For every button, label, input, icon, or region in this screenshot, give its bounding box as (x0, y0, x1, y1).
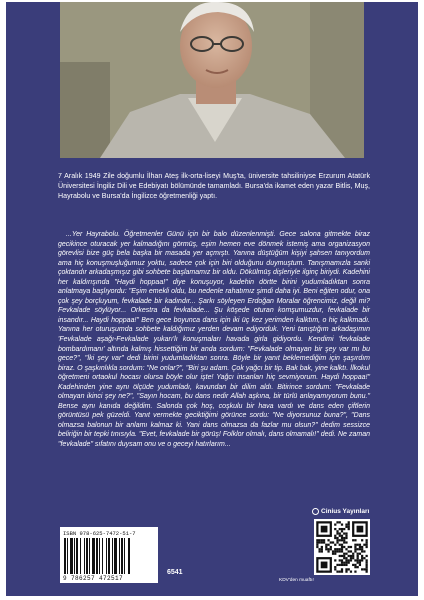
author-portrait-image (60, 2, 364, 158)
qr-code (314, 519, 370, 575)
publisher-logo-icon (312, 508, 319, 515)
qr-code-icon (314, 519, 370, 575)
author-bio: 7 Aralık 1949 Zile doğumlu İlhan Ateş ilk-orta-liseyi Muş'ta, üniversite tahsiliniyse Erzurum Atatürk Üniversitesi İngiliz Dili ve Edebiyatı bölümünde tamamladı. Bursa'da ikamet eden yazar Bitlis, Muş, Hayrabolu ve Bursa'da İngilizce öğretmenliği yaptı. (58, 172, 370, 200)
barcode-number: 9 786257 472517 (63, 575, 124, 582)
tax-exemption-note: KDV'den muaftır (279, 578, 315, 583)
back-cover (6, 2, 418, 596)
barcode (60, 527, 158, 583)
barcode-bars (64, 538, 154, 574)
publisher-name: Cinius Yayınları (321, 508, 370, 515)
price-code: 6541 (167, 569, 183, 576)
author-photo (60, 2, 364, 158)
publisher (312, 508, 369, 515)
isbn-label: ISBN 978-625-7472-51-7 (63, 530, 136, 537)
book-excerpt: ...Yer Hayrabolu. Öğretmenler Günü için bir balo düzenlenmişti. Gece salona gitmekte biraz gecikince oturacak yer kalmadığını görmüş, eşim hemen eve dönmek istemiş ama organizasyon görevlisi bize güç bela başka bir masada yer açmıştı. Yanına düştüğüm kişiyi şahsen tanıyordum ama hiç konuşmuşluğumuz yoktu, sadece çok için biri olduğunu duymuştum. Tanışmamızla sanki çoktandır arkadaşmışız gibi sohbete başlamamız bir oldu. Dökülmüş dişleriyle ilginç biriydi. Kadehini her kaldırışında "Haydi hoppaa!" diye konuşuyor, kadehin dörtte birini yudumladıktan sonra anlatmaya başlıyordu: "Eşim emekli oldu, bu nedenle rahatımız şimdi daha iyi. Beni eğiten odur, ona çok şey borçluyum, fevkalade bir kadındır... Şarkı söyleyen Erdoğan Moralar öğrencimiz, değil mi? Fevkalade söylüyor... Orkestra da fevkalade... Şu köşede oturan komşumuzdur, fevkalade bir insandır... Haydi hoppaa!" Ben gece boyunca dans için iki üç kez yerimden kalktım, o hiç kalkmadı. Yanına her oturuşumda sohbete kaldığımız yerden devam ediyorduk. Yeni tanıştığım arkadaşımın 'Fevkalade aşağı-Fevkalade yukarı'lı konuşmaları havada girla gidiyordu. Kendimi 'fevkalade bombardımanı' altında kalmış hissettiğim bir anda sordum: "Fevkalade olmayan bir şey var mı bu gece?", "İki şey var" dedi birini yudumladıktan sonra. Böyle bir yanıt beklemediğim için şaşırdım biraz. O şaşkınlıkla sordum: "Ne onlar?", "Biri şu adam. Çok yağcı bir tip. Bak bak, yine kalktı. İlkokul öğretmeni ortaokul hocası olursa böyle olur işte! Yağcı insanları hiç sevmiyorum. Haydi hoppaa!" Kadehinden yine aynı ölçüde yudumladı, kavundan bir dilim aldı. Bitirince sordum: "Fevkalade olmayan ikinci şey ne?", "Sayın hocam, bu dans nedir Allah aşkına, bir türlü anlayamıyorum bunu." Bense aynı kanıda değildim. Salonda çok hoş, coşkulu bir hava vardı ve dans eden çiftlerin görüntüsü pek güzeldi. Yanıt vermekte geciktiğimi görünce sordu: "Ne diyorsunuz buna?", "Dans olmazsa balonun bir anlamı kalmaz ki. Yani dans olmazsa da fazlar mu olsun?" dedim sessizce beliriğin bir tepki tınısıyla. "Evet, fevkalade bir görüş! Folklor olmalı, dans olmamalı!" dedi. Ne zaman "fevkalade" sıfatını duysam onu ve o geceyi hatırlarım... (58, 231, 370, 449)
